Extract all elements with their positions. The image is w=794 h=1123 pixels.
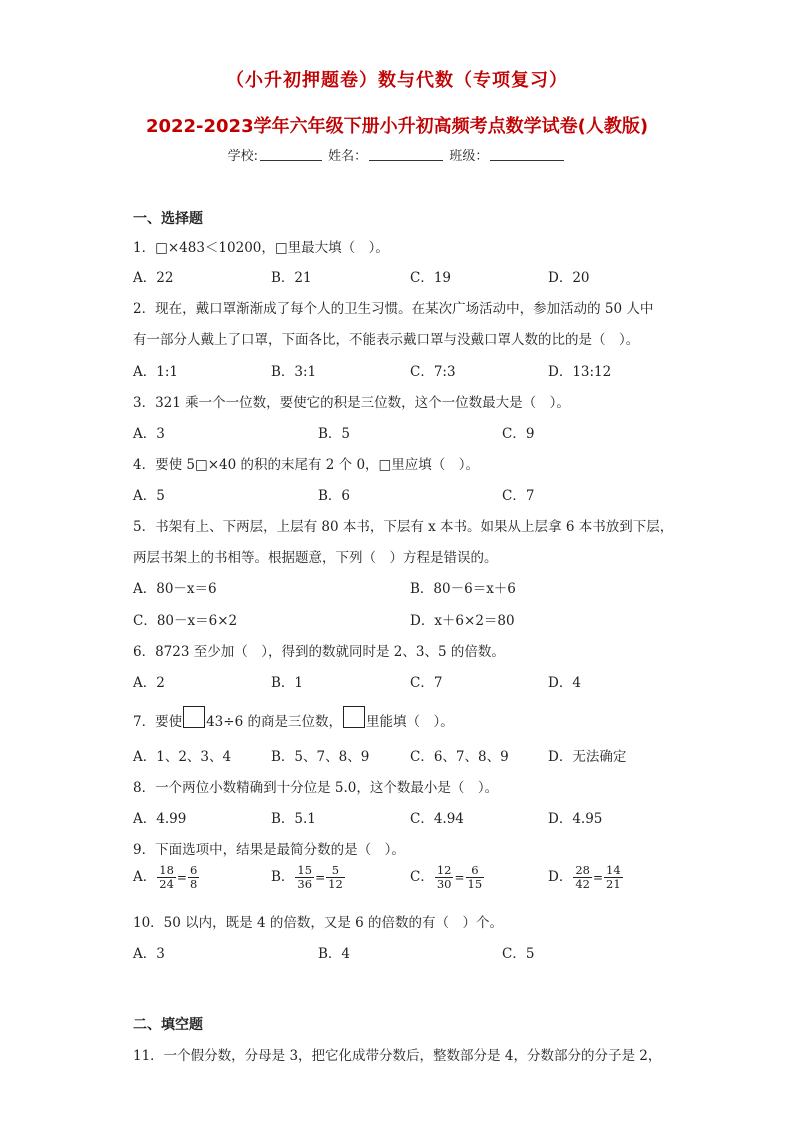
q7-text-post: 里能填（ ）。 — [365, 714, 454, 730]
question-2-line1: 2．现在，戴口罩渐渐成了每个人的卫生习惯。在某次广场活动中，参加活动的 50 人中 — [133, 301, 654, 317]
fraction: $\frac{28}{42}$ — [575, 863, 590, 891]
q9-option-c: C． $\frac{12}{30}$ = $\frac{6}{15}$ — [410, 863, 483, 891]
q7-option-a: A．1、2、3、4 — [133, 749, 232, 765]
q8-option-b: B．5.1 — [271, 811, 316, 827]
q8-option-c: C．4.94 — [410, 811, 464, 827]
q1-option-a: A．22 — [133, 270, 174, 286]
section-heading: 一、选择题 — [133, 211, 203, 227]
q10-option-b: B．4 — [318, 946, 351, 962]
q1-option-c: C．19 — [410, 270, 452, 286]
q4-option-c: C．7 — [502, 488, 535, 504]
q9-option-label: C． — [410, 869, 434, 885]
q7-text-pre: 7．要使 — [133, 714, 183, 730]
q3-option-b: B．5 — [318, 426, 351, 442]
q7-text-mid: 43÷6 的商是三位数， — [206, 714, 342, 730]
q2-option-b: B．3:1 — [271, 364, 317, 380]
q7-option-b: B．5、7、8、9 — [271, 749, 370, 765]
q7-option-d: D．无法确定 — [548, 749, 627, 765]
answer-box — [343, 706, 365, 728]
class-label: 班级： — [449, 149, 489, 164]
fraction: $\frac{14}{21}$ — [606, 863, 621, 891]
fraction: $\frac{12}{30}$ — [436, 863, 452, 891]
answer-box — [183, 706, 205, 728]
q5-option-d: D．x＋6×2＝80 — [410, 613, 515, 629]
q4-option-b: B．6 — [318, 488, 351, 504]
question-5-line1: 5．书架有上、下两层，上层有 80 本书，下层有 x 本书。如果从上层拿 6 本书放到下层， — [133, 519, 674, 535]
q5-option-c: C．80－x＝6×2 — [133, 613, 238, 629]
q3-option-c: C．9 — [502, 426, 535, 442]
q10-option-a: A．3 — [133, 946, 165, 962]
fraction: $\frac{5}{12}$ — [328, 863, 343, 891]
q9-option-a: A． $\frac{18}{24}$ = $\frac{6}{8}$ — [133, 863, 198, 891]
exam-title: （小升初押题卷）数与代数（专项复习） — [226, 70, 568, 91]
q2-option-c: C．7:3 — [410, 364, 456, 380]
class-blank — [490, 148, 564, 161]
question-11: 11．一个假分数，分母是 3，把它化成带分数后，整数部分是 4，分数部分的分子是 2， — [133, 1048, 662, 1064]
exam-subtitle: 2022-2023学年六年级下册小升初高频考点数学试卷(人教版) — [145, 116, 649, 137]
q9-option-label: B． — [271, 869, 295, 885]
q2-option-a: A．1:1 — [133, 364, 178, 380]
question-9: 9．下面选项中，结果是最简分数的是（ ）。 — [133, 842, 405, 858]
q10-option-c: C．5 — [502, 946, 535, 962]
q2-option-d: D．13:12 — [548, 364, 612, 380]
q5-option-a: A．80－x＝6 — [133, 581, 217, 597]
fraction: $\frac{6}{8}$ — [189, 863, 198, 891]
school-label: 学校: — [227, 149, 259, 164]
q9-option-d: D． $\frac{28}{42}$ = $\frac{14}{21}$ — [548, 863, 621, 891]
question-10: 10．50 以内，既是 4 的倍数，又是 6 的倍数的有（ ）个。 — [133, 915, 503, 931]
fraction: $\frac{15}{36}$ — [297, 863, 313, 891]
q6-option-d: D．4 — [548, 675, 581, 691]
section-heading: 二、填空题 — [133, 1017, 203, 1033]
q3-option-a: A．3 — [133, 426, 165, 442]
fraction: $\frac{6}{15}$ — [467, 863, 483, 891]
q6-option-a: A．2 — [133, 675, 165, 691]
q6-option-c: C．7 — [410, 675, 443, 691]
question-3: 3．321 乘一个一位数，要使它的积是三位数，这个一位数最大是（ ）。 — [133, 395, 570, 411]
question-1: 1．□×483＜10200，□里最大填（ ）。 — [133, 240, 389, 256]
question-7 — [133, 706, 454, 730]
q1-option-d: D．20 — [548, 270, 590, 286]
school-blank — [260, 148, 322, 161]
q8-option-a: A．4.99 — [133, 811, 187, 827]
q8-option-d: D．4.95 — [548, 811, 603, 827]
q7-option-c: C．6、7、8、9 — [410, 749, 509, 765]
q5-option-b: B．80－6＝x＋6 — [410, 581, 516, 597]
name-blank — [369, 148, 443, 161]
q9-option-label: D． — [548, 869, 573, 885]
question-2-line2: 有一部分人戴上了口罩，下面各比，不能表示戴口罩与没戴口罩人数的比的是（ ）。 — [133, 332, 640, 348]
fraction: $\frac{18}{24}$ — [159, 863, 174, 891]
q1-option-b: B．21 — [271, 270, 312, 286]
question-4: 4．要使 5□×40 的积的末尾有 2 个 0，□里应填（ ）。 — [133, 457, 480, 473]
question-8: 8．一个两位小数精确到十分位是 5.0，这个数最小是（ ）。 — [133, 780, 499, 796]
question-6: 6．8723 至少加（ ），得到的数就同时是 2、3、5 的倍数。 — [133, 644, 505, 660]
question-5-line2: 两层书架上的书相等。根据题意，下列（ ）方程是错误的。 — [133, 550, 498, 566]
q9-option-label: A． — [133, 869, 157, 885]
q9-option-b: B． $\frac{15}{36}$ = $\frac{5}{12}$ — [271, 863, 343, 891]
student-info — [0, 145, 794, 164]
q6-option-b: B．1 — [271, 675, 304, 691]
name-label: 姓名： — [328, 149, 368, 164]
q4-option-a: A．5 — [133, 488, 165, 504]
